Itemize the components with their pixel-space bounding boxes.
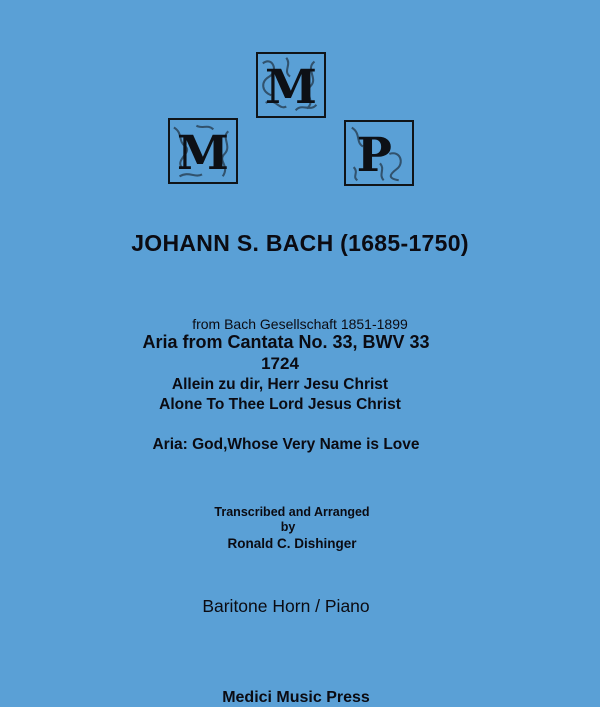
instrumentation: Baritone Horn / Piano: [202, 596, 370, 616]
by-label: by: [280, 520, 296, 534]
ornamental-m-icon: [258, 54, 324, 116]
svg-text:M: M: [265, 59, 317, 115]
logo-block-m-top: [256, 52, 326, 118]
work-title: Aria from Cantata No. 33, BWV 33: [142, 332, 430, 352]
work-year: 1724: [261, 354, 299, 373]
english-title: Alone To Thee Lord Jesus Christ: [159, 396, 401, 413]
arranger-name: Ronald C. Dishinger: [227, 536, 357, 551]
aria-subtitle: Aria: God,Whose Very Name is Love: [152, 436, 420, 453]
composer-heading: JOHANN S. BACH (1685-1750): [131, 230, 469, 256]
publisher-name: Medici Music Press: [222, 689, 370, 706]
ornamental-m-icon: [170, 120, 236, 182]
logo-block-p-right: [344, 120, 414, 186]
logo-block-m-left: [168, 118, 238, 184]
transcribed-label: Transcribed and Arranged: [214, 505, 370, 519]
ornamental-p-icon: [346, 122, 412, 184]
svg-text:P: P: [356, 127, 392, 183]
svg-text:M: M: [177, 125, 229, 181]
german-title: Allein zu dir, Herr Jesu Christ: [171, 376, 389, 393]
source-note: from Bach Gesellschaft 1851-1899: [192, 316, 408, 332]
